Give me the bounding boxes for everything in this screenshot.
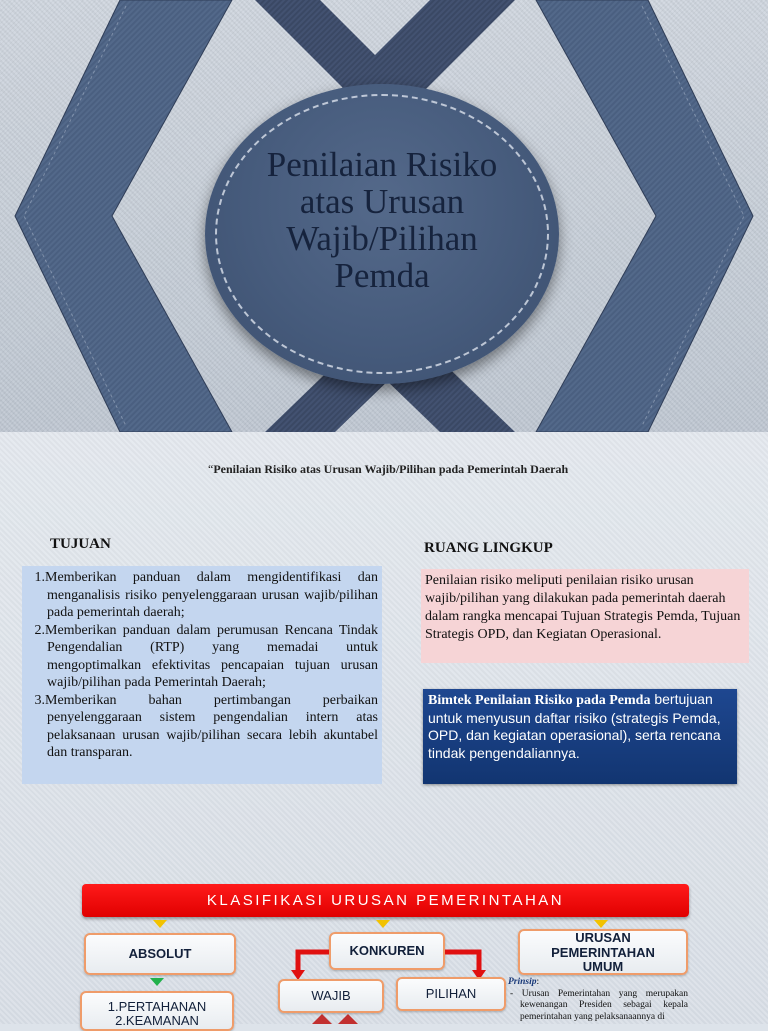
prinsip-text: Urusan Pemerintahan yang merupakan kewenangan Presiden sebagai kepala pemerintahan yang pelaksanaannya di [520,988,688,1022]
prinsip-note [508,977,688,1023]
ruang-lingkup-heading: RUANG LINGKUP [424,540,553,556]
bimtek-title: Bimtek Penilaian Risiko pada Pemda [428,693,651,708]
wajib-label: WAJIB [311,988,351,1003]
bimtek-text: bertujuan untuk menyusun daftar risiko (strategis Pemda, OPD, dan kegiatan operasional), serta rencana tindak pengendaliannya. [428,691,721,761]
prinsip-title: Prinsip [508,977,537,987]
content-slide [0,432,768,1028]
klasifikasi-banner: KLASIFIKASI URUSAN PEMERINTAHAN [82,884,689,917]
list-text: Memberikan panduan dalam perumusan Rencana Tindak Pengendalian (RTP) yang memadai untuk mengoptimalkan efektivitas pencapaian tujuan urusan wajib/pilihan pada Pemerintah Daerah; [45,622,378,690]
ruang-lingkup-box: Penilaian risiko meliputi penilaian risiko urusan wajib/pilihan yang dilakukan pada pemerintah daerah dalam rangka mencapai Tujuan Strategis Pemda, Tujuan Strategis OPD, dan Kegiatan Operasional. [421,569,749,663]
pilihan-label: PILIHAN [425,986,477,1001]
slide-title [215,146,549,294]
title-slide [0,0,768,432]
list-number: 1. [34,570,45,585]
pilihan-node [396,977,506,1011]
prinsip-colon: : [536,977,540,987]
wajib-node [278,979,384,1013]
quote-mark: “ [208,462,214,476]
prinsip-dash: - [510,988,514,999]
title-line-1: Penilaian Risiko [266,145,498,184]
umum-line-1: URUSAN [575,930,631,945]
list-number: 2. [34,622,45,638]
umum-line-2: PEMERINTAHAN [551,944,655,960]
urusan-umum-node [518,929,688,975]
konkuren-label: KONKUREN [349,943,425,958]
subtitle-text: Penilaian Risiko atas Urusan Wajib/Pilihan pada Pemerintah Daerah [213,462,569,476]
title-line-2: atas Urusan [299,182,465,221]
umum-line-3: UMUM [582,959,624,974]
absolut-label: ABSOLUT [128,946,192,961]
list-text: Memberikan bahan pertimbangan perbaikan penyelenggaraan sistem pengendalian intern atas pelaksanaan urusan wajib/pilihan secara lebih akuntabel dan transparan. [45,692,378,760]
absolut-item-2: 2.KEAMANAN [115,1013,199,1028]
list-number: 3. [34,692,45,708]
absolut-item-1: 1.PERTAHANAN [107,999,207,1014]
tujuan-heading: TUJUAN [50,536,111,552]
list-text: Memberikan panduan dalam mengidentifikasi dan menganalisis risiko penyelenggaraan urusan wajib/pilihan pada pemerintah daerah; [45,570,378,620]
title-line-3: Wajib/Pilihan [286,219,478,258]
title-line-4: Pemda [334,256,430,295]
